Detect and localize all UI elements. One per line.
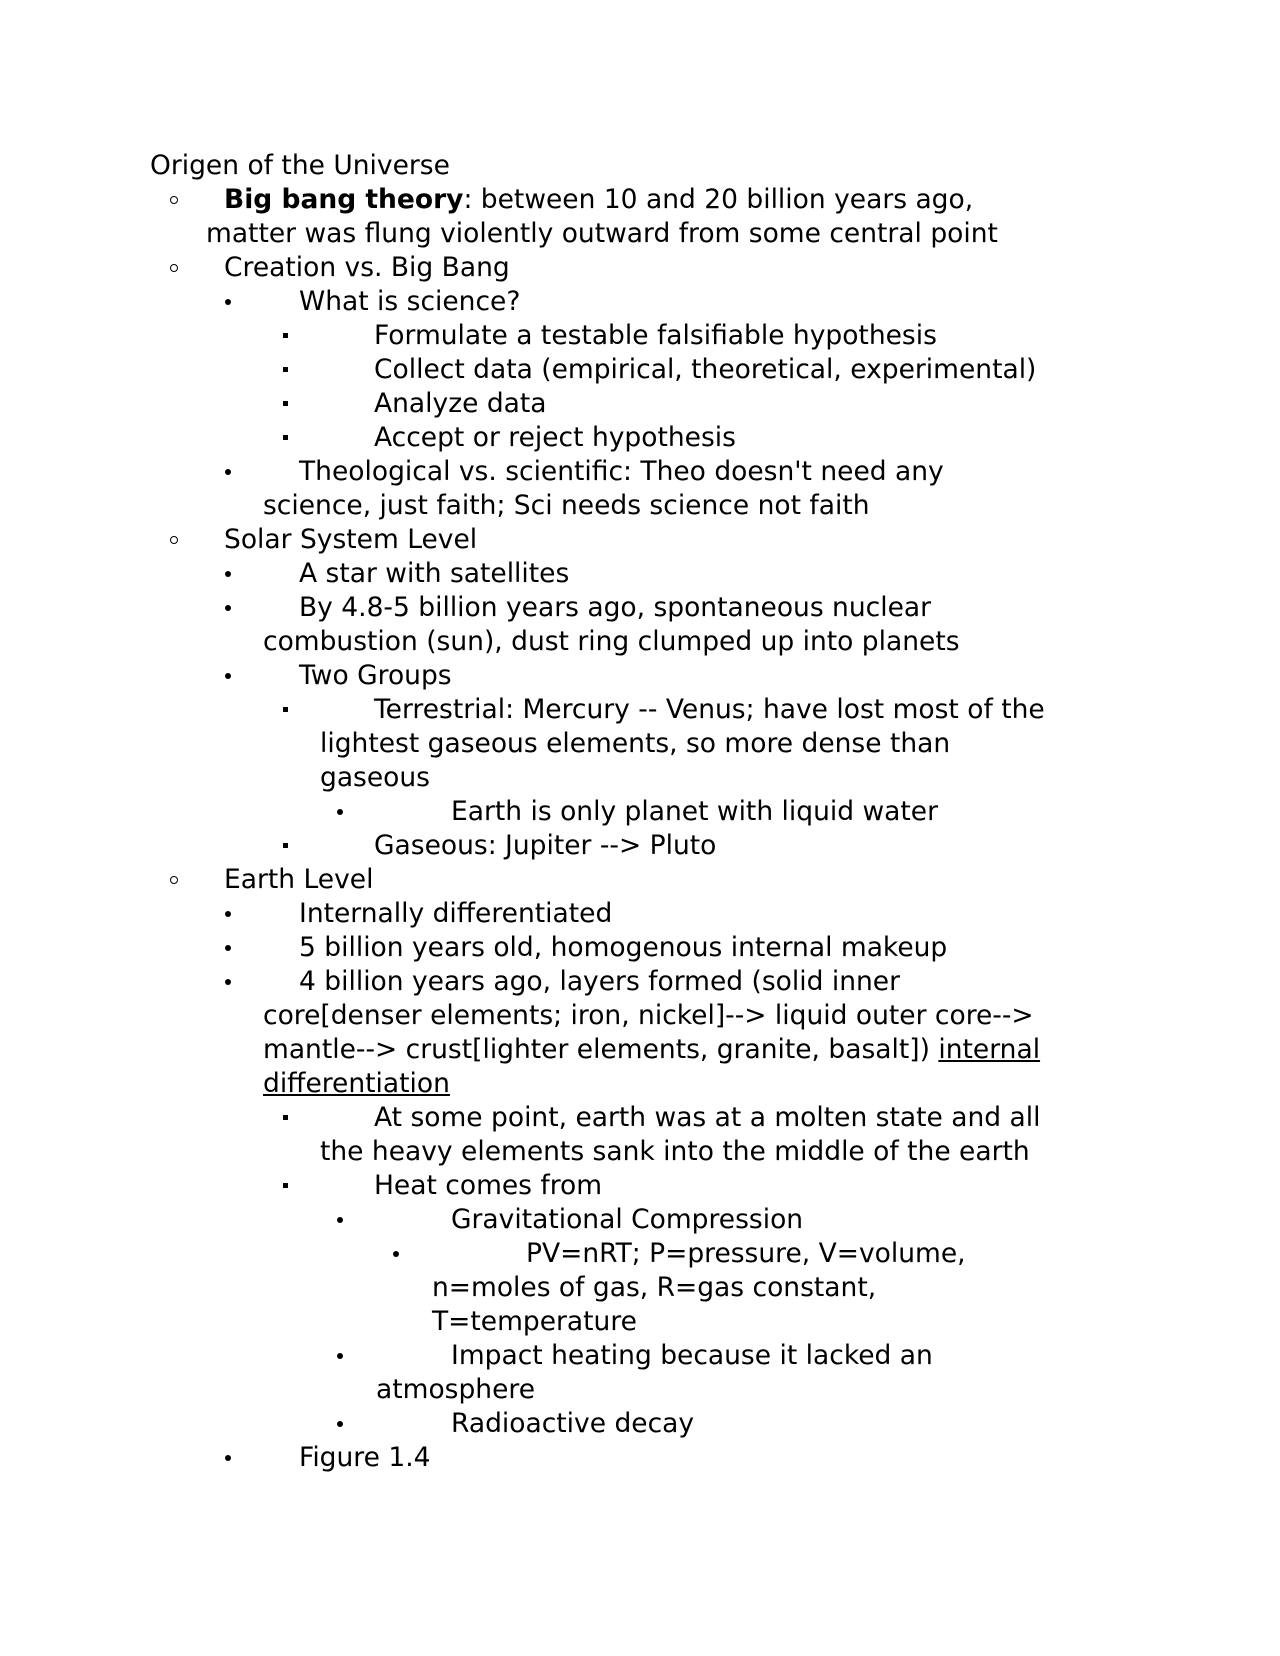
gas-law-line1: PV=nRT; P=pressure, V=volume, xyxy=(526,1238,966,1269)
radioactive-text: Radioactive decay xyxy=(451,1408,695,1439)
big-bang-text-line1: : between 10 and 20 billion years ago, xyxy=(463,184,974,215)
terrestrial-line2: lightest gaseous elements, so more dense than xyxy=(320,728,951,759)
heat-label: Heat comes from xyxy=(374,1170,603,1201)
science-step-3: Analyze data xyxy=(374,388,547,419)
disc-bullet-icon xyxy=(225,673,231,679)
gas-law-line3: T=temperature xyxy=(432,1306,637,1337)
big-bang-text-line2: matter was flung violently outward from some central point xyxy=(206,218,998,249)
circle-bullet-icon xyxy=(170,264,178,272)
molten-line1: At some point, earth was at a molten state and all xyxy=(374,1102,1041,1133)
formation-line1: By 4.8-5 billion years ago, spontaneous nuclear xyxy=(299,592,932,623)
disc-bullet-icon xyxy=(225,605,231,611)
layers-line2: core[denser elements; iron, nickel]--> liquid outer core--> xyxy=(263,1000,1034,1031)
differentiated-text: Internally differentiated xyxy=(299,898,613,929)
impact-line1: Impact heating because it lacked an xyxy=(451,1340,933,1371)
theological-line2: science, just faith; Sci needs science not faith xyxy=(263,490,870,521)
disc-bullet-icon xyxy=(225,945,231,951)
disc-bullet-icon xyxy=(393,1251,399,1257)
internal-underline: internal xyxy=(938,1034,1041,1065)
disc-bullet-icon xyxy=(337,1217,343,1223)
disc-bullet-icon xyxy=(225,299,231,305)
figure-text: Figure 1.4 xyxy=(299,1442,431,1473)
what-is-science-label: What is science? xyxy=(299,286,521,317)
layers-line1: 4 billion years ago, layers formed (solid inner xyxy=(299,966,900,997)
science-step-2: Collect data (empirical, theoretical, experimental) xyxy=(374,354,1037,385)
disc-bullet-icon xyxy=(337,809,343,815)
square-bullet-icon xyxy=(283,707,288,712)
science-step-1: Formulate a testable falsifiable hypothesis xyxy=(374,320,937,351)
square-bullet-icon xyxy=(283,367,288,372)
compression-text: Gravitational Compression xyxy=(451,1204,804,1235)
molten-line2: the heavy elements sank into the middle of the earth xyxy=(320,1136,1030,1167)
science-step-4: Accept or reject hypothesis xyxy=(374,422,736,453)
age-text: 5 billion years old, homogenous internal makeup xyxy=(299,932,948,963)
solar-label: Solar System Level xyxy=(224,524,478,555)
circle-bullet-icon xyxy=(170,536,178,544)
square-bullet-icon xyxy=(283,843,288,848)
earth-label: Earth Level xyxy=(224,864,374,895)
gas-law-line2: n=moles of gas, R=gas constant, xyxy=(432,1272,877,1303)
two-groups-label: Two Groups xyxy=(299,660,452,691)
square-bullet-icon xyxy=(283,1183,288,1188)
liquid-water-text: Earth is only planet with liquid water xyxy=(451,796,938,827)
impact-line2: atmosphere xyxy=(376,1374,535,1405)
disc-bullet-icon xyxy=(337,1421,343,1427)
creation-label: Creation vs. Big Bang xyxy=(224,252,510,283)
terrestrial-line3: gaseous xyxy=(320,762,430,793)
star-text: A star with satellites xyxy=(299,558,570,589)
big-bang-term: Big bang theory xyxy=(224,184,464,215)
disc-bullet-icon xyxy=(225,469,231,475)
theological-line1: Theological vs. scientific: Theo doesn't need any xyxy=(299,456,944,487)
circle-bullet-icon xyxy=(170,196,178,204)
disc-bullet-icon xyxy=(225,911,231,917)
square-bullet-icon xyxy=(283,1115,288,1120)
layers-line3: mantle--> crust[lighter elements, granite, basalt]) xyxy=(263,1034,930,1065)
disc-bullet-icon xyxy=(337,1353,343,1359)
differentiation-underline: differentiation xyxy=(263,1068,450,1099)
disc-bullet-icon xyxy=(225,1455,231,1461)
circle-bullet-icon xyxy=(170,876,178,884)
formation-line2: combustion (sun), dust ring clumped up into planets xyxy=(263,626,960,657)
square-bullet-icon xyxy=(283,333,288,338)
disc-bullet-icon xyxy=(225,571,231,577)
square-bullet-icon xyxy=(283,401,288,406)
terrestrial-line1: Terrestrial: Mercury -- Venus; have lost most of the xyxy=(374,694,1045,725)
gaseous-text: Gaseous: Jupiter --> Pluto xyxy=(374,830,717,861)
square-bullet-icon xyxy=(283,435,288,440)
disc-bullet-icon xyxy=(225,979,231,985)
document-title: Origen of the Universe xyxy=(150,150,450,181)
